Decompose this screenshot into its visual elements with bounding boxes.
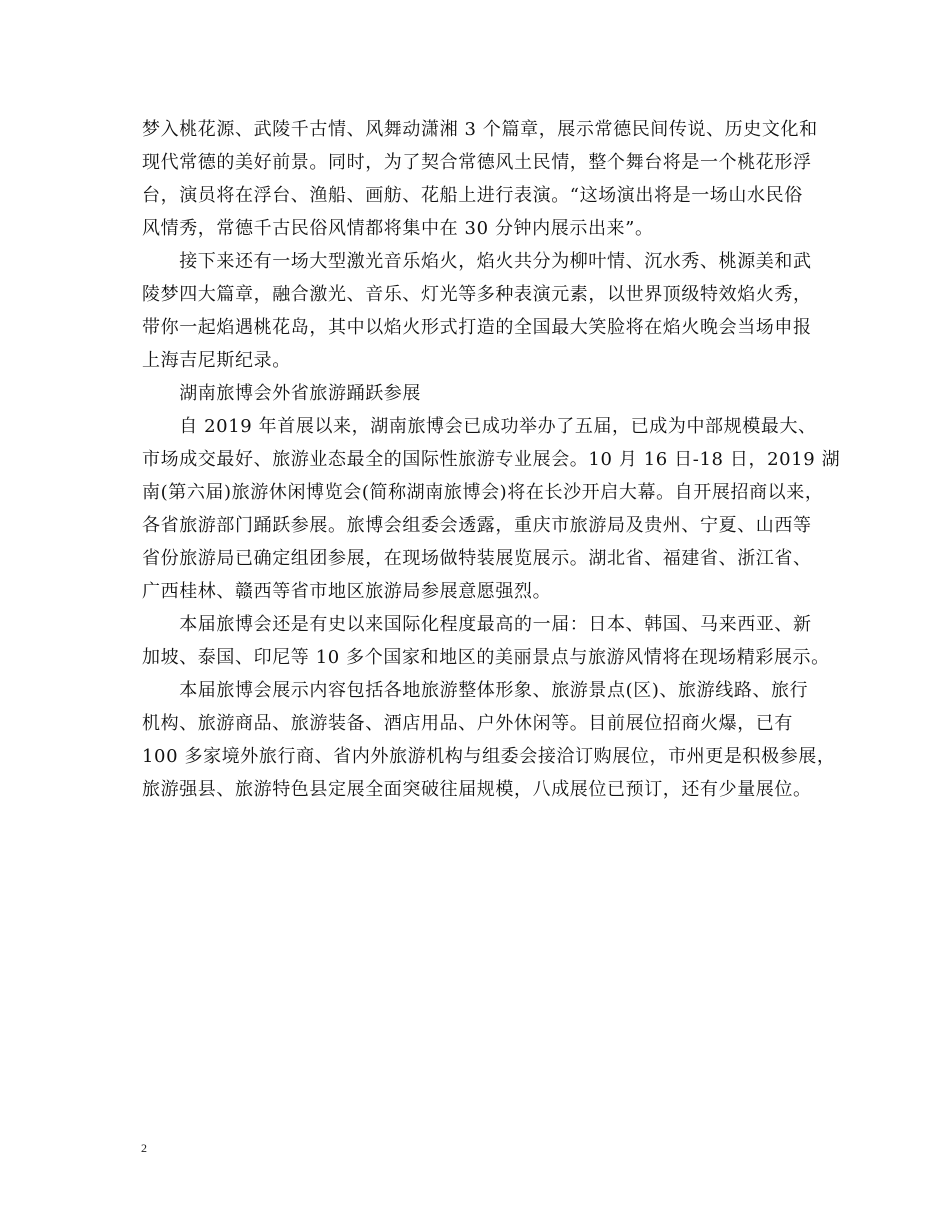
body-line: 南(第六届)旅游休闲博览会(简称湖南旅博会)将在长沙开启大幕。自开展招商以来， [142, 482, 824, 503]
section-heading: 湖南旅博会外省旅游踊跃参展 [142, 383, 421, 404]
paragraph-line: 自 2019 年首展以来，湖南旅博会已成功举办了五届，已成为中部规模最大、 [142, 416, 817, 437]
body-line: 广西桂林、赣西等省市地区旅游局参展意愿强烈。 [142, 581, 552, 602]
paragraph-line: 接下来还有一场大型激光音乐焰火，焰火共分为柳叶情、沉水秀、桃源美和武 [142, 251, 812, 272]
body-line: 市场成交最好、旅游业态最全的国际性旅游专业展会。10 月 16 日-18 日，2019 湖 [142, 449, 841, 470]
page-number: 2 [141, 1141, 147, 1155]
body-line: 省份旅游局已确定组团参展，在现场做特装展览展示。湖北省、福建省、浙江省、 [142, 548, 812, 569]
paragraph-line: 本届旅博会展示内容包括各地旅游整体形象、旅游景点(区)、旅游线路、旅行 [142, 680, 809, 701]
body-line: 上海吉尼斯纪录。 [142, 350, 291, 371]
body-line: 机构、旅游商品、旅游装备、酒店用品、户外休闲等。目前展位招商火爆，已有 [142, 713, 793, 734]
body-line: 带你一起焰遇桃花岛，其中以焰火形式打造的全国最大笑脸将在焰火晚会当场申报 [142, 317, 812, 338]
body-line: 各省旅游部门踊跃参展。旅博会组委会透露，重庆市旅游局及贵州、宁夏、山西等 [142, 515, 812, 536]
body-line: 100 多家境外旅行商、省内外旅游机构与组委会接洽订购展位，市州更是积极参展， [142, 746, 836, 767]
body-line: 加坡、泰国、印尼等 10 多个国家和地区的美丽景点与旅游风情将在现场精彩展示。 [142, 647, 830, 668]
body-line: 台，演员将在浮台、渔船、画舫、花船上进行表演。“这场演出将是一场山水民俗 [142, 185, 803, 206]
body-line: 陵梦四大篇章，融合激光、音乐、灯光等多种表演元素，以世界顶级特效焰火秀， [142, 284, 812, 305]
body-line: 梦入桃花源、武陵千古情、风舞动潇湘 3 个篇章，展示常德民间传说、历史文化和 [142, 119, 818, 140]
paragraph-line: 本届旅博会还是有史以来国际化程度最高的一届：日本、韩国、马来西亚、新 [142, 614, 812, 635]
body-line: 旅游强县、旅游特色县定展全面突破往届规模，八成展位已预订，还有少量展位。 [142, 779, 812, 800]
body-line: 风情秀，常德千古民俗风情都将集中在 30 分钟内展示出来”。 [142, 218, 654, 239]
body-line: 现代常德的美好前景。同时，为了契合常德风土民情，整个舞台将是一个桃花形浮 [142, 152, 812, 173]
